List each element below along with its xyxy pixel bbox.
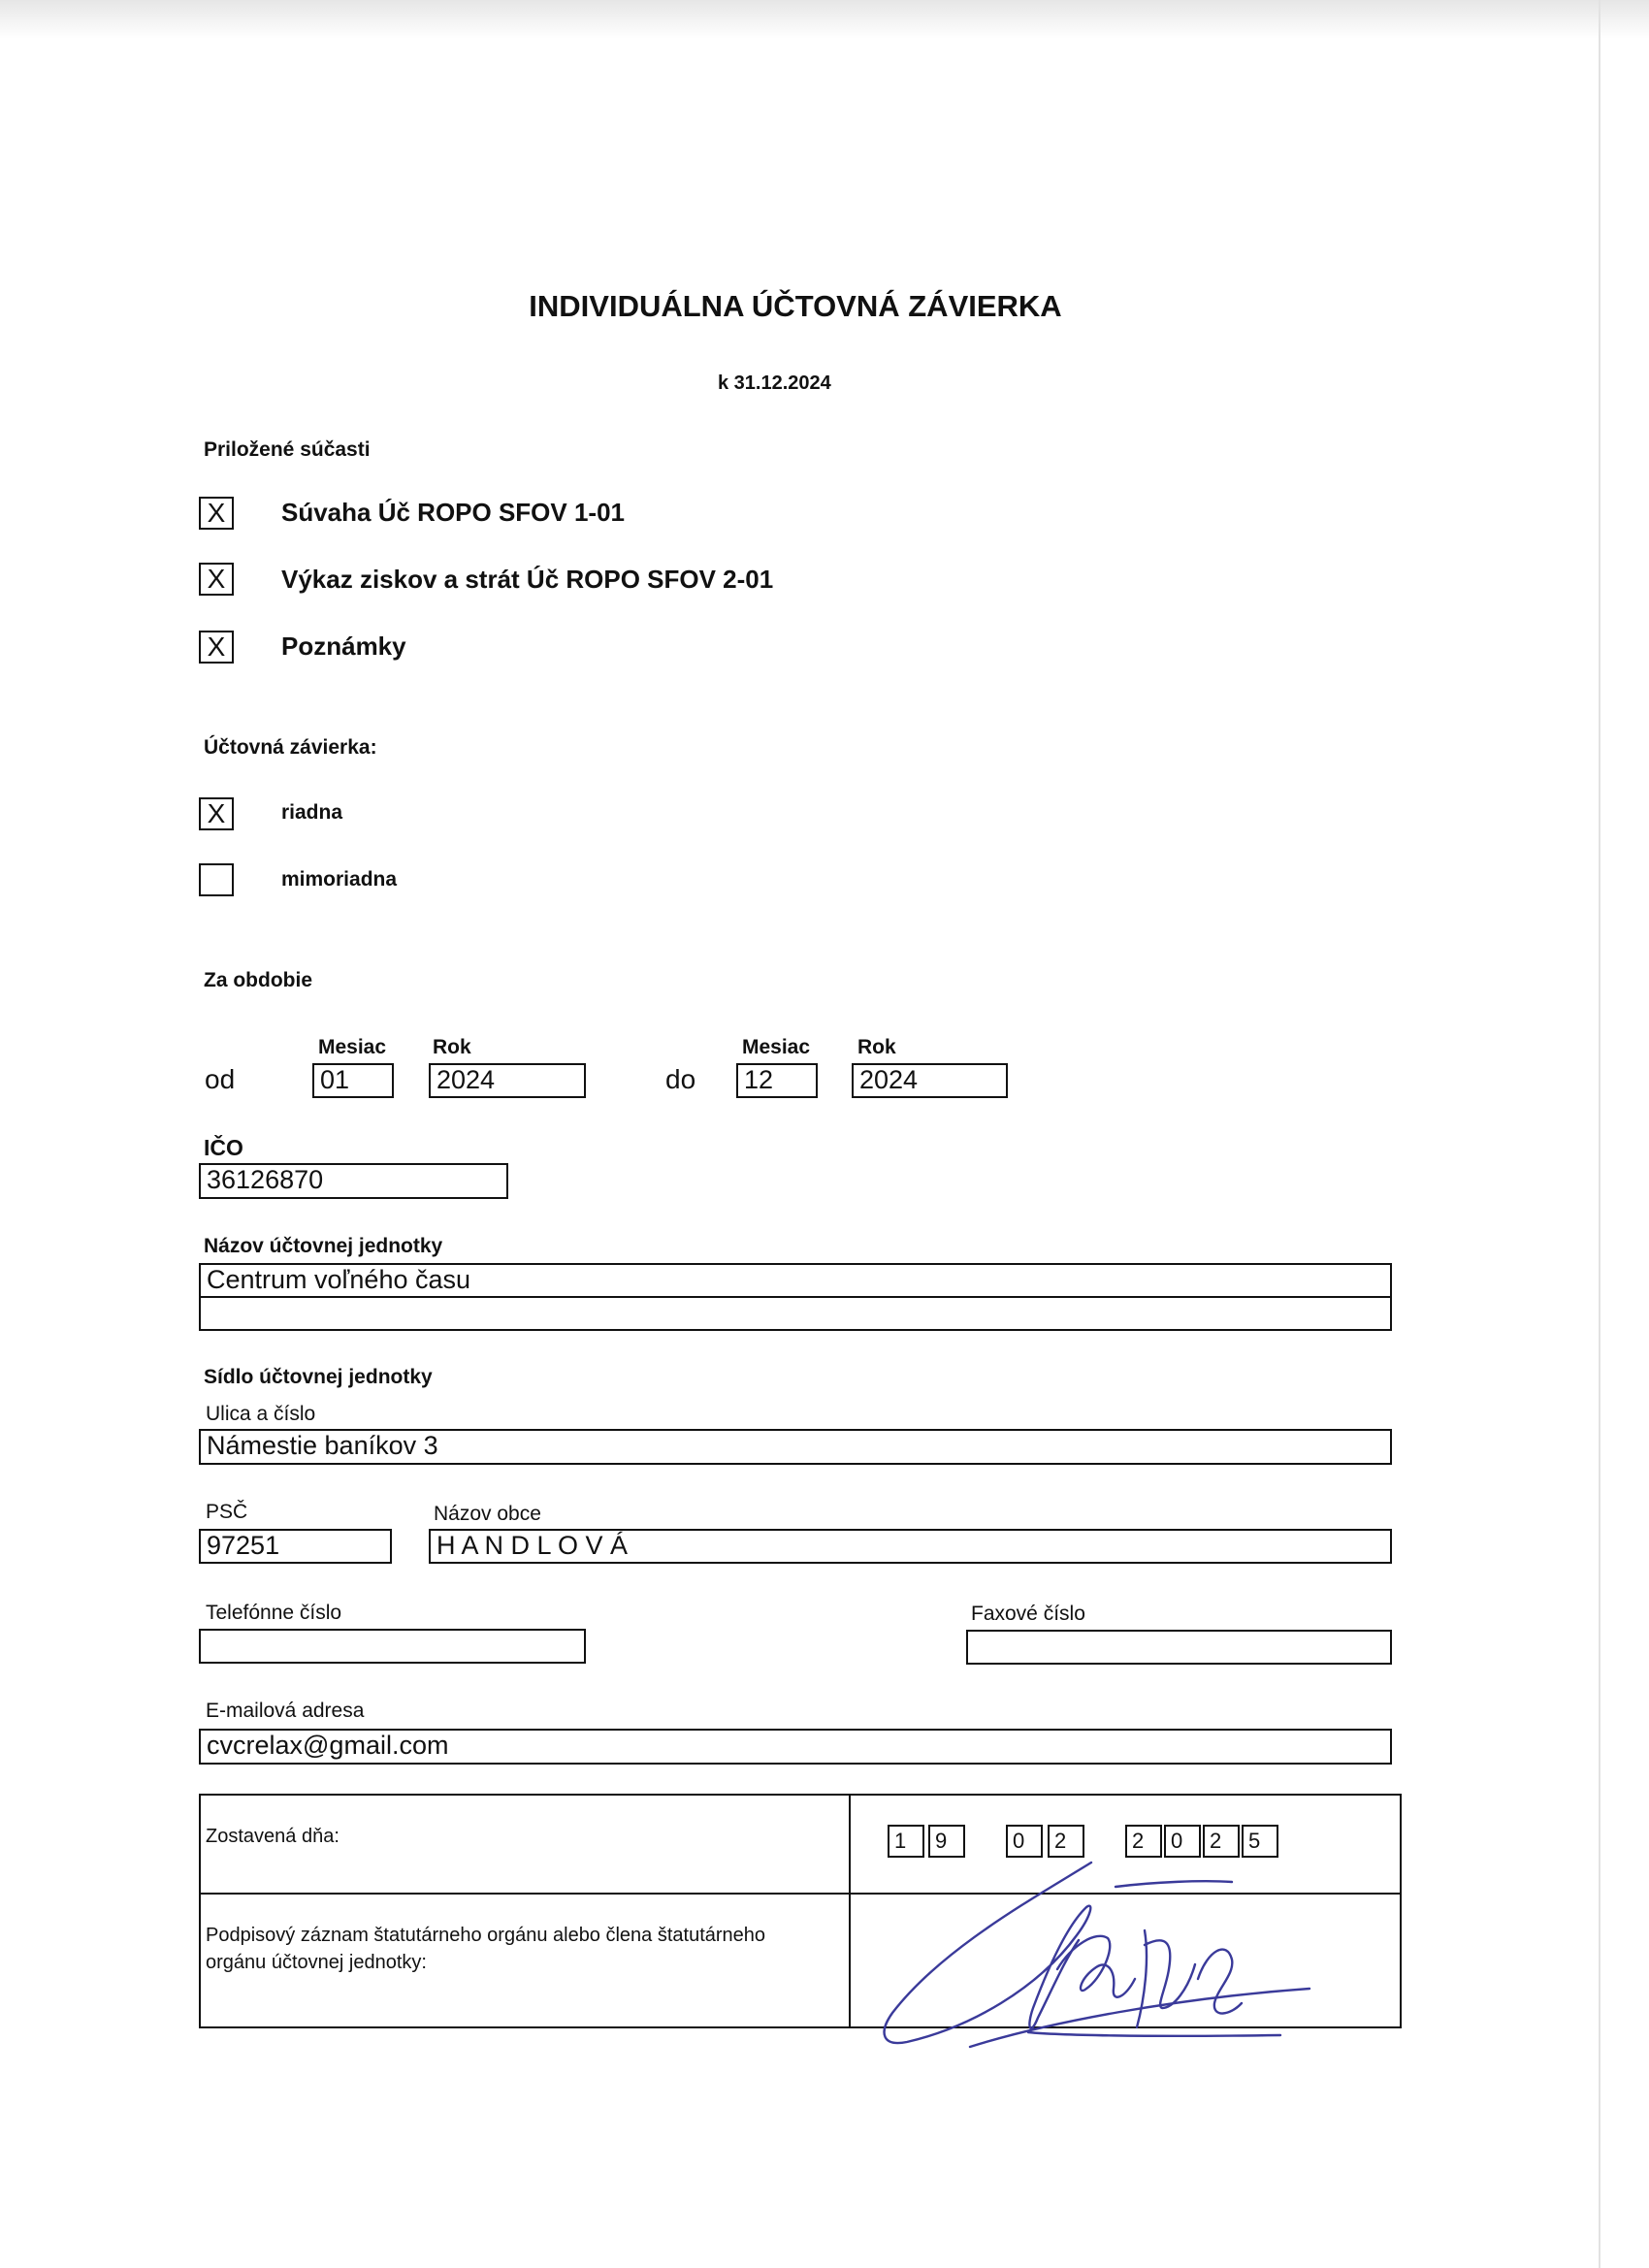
- compiled-label: Zostavená dňa:: [206, 1826, 340, 1847]
- date-digit-4[interactable]: 2: [1048, 1825, 1084, 1858]
- attachments-heading: Priložené súčasti: [204, 438, 371, 461]
- document-title: INDIVIDUÁLNA ÚČTOVNÁ ZÁVIERKA: [529, 289, 1062, 323]
- scan-edge: [1599, 0, 1600, 2268]
- closing-extraordinary-label: mimoriadna: [281, 868, 398, 891]
- signature-label-line2: orgánu účtovnej jednotky:: [206, 1952, 427, 1973]
- entity-name-line2[interactable]: [199, 1296, 1392, 1331]
- attachment-label-2: Výkaz ziskov a strát Úč ROPO SFOV 2-01: [281, 565, 774, 594]
- scan-shadow: [0, 0, 1649, 39]
- email-field[interactable]: cvcrelax@gmail.com: [199, 1729, 1392, 1765]
- attachment-checkbox-3[interactable]: X: [199, 631, 234, 664]
- date-digit-5[interactable]: 2: [1125, 1825, 1162, 1858]
- date-digit-6[interactable]: 0: [1164, 1825, 1201, 1858]
- date-digit-2[interactable]: 9: [928, 1825, 965, 1858]
- from-year-label: Rok: [433, 1036, 471, 1058]
- fax-label: Faxové číslo: [971, 1603, 1085, 1625]
- psc-field[interactable]: 97251: [199, 1529, 392, 1564]
- period-heading: Za obdobie: [204, 969, 312, 991]
- from-month-field[interactable]: 01: [312, 1063, 394, 1098]
- signoff-divider-vertical: [849, 1794, 851, 2028]
- attachment-checkbox-1[interactable]: X: [199, 497, 234, 530]
- as-of-date: k 31.12.2024: [718, 373, 831, 394]
- attachment-label-1: Súvaha Úč ROPO SFOV 1-01: [281, 498, 626, 527]
- ico-field[interactable]: 36126870: [199, 1163, 508, 1199]
- fax-field[interactable]: [966, 1630, 1392, 1665]
- phone-label: Telefónne číslo: [206, 1602, 342, 1624]
- city-label: Názov obce: [434, 1503, 541, 1525]
- date-digit-3[interactable]: 0: [1006, 1825, 1043, 1858]
- attachment-label-3: Poznámky: [281, 632, 406, 661]
- email-label: E-mailová adresa: [206, 1700, 365, 1722]
- address-heading: Sídlo účtovnej jednotky: [204, 1366, 433, 1388]
- from-month-label: Mesiac: [318, 1036, 387, 1058]
- closing-regular-label: riadna: [281, 801, 343, 824]
- closing-type-heading: Účtovná závierka:: [204, 736, 377, 759]
- closing-regular-checkbox[interactable]: X: [199, 797, 234, 830]
- from-label: od: [205, 1064, 236, 1094]
- to-month-field[interactable]: 12: [736, 1063, 818, 1098]
- phone-field[interactable]: [199, 1629, 586, 1664]
- from-year-field[interactable]: 2024: [429, 1063, 586, 1098]
- signature-image: [854, 1843, 1397, 2057]
- city-field[interactable]: H A N D L O V Á: [429, 1529, 1392, 1564]
- entity-name-label: Názov účtovnej jednotky: [204, 1235, 443, 1257]
- to-label: do: [665, 1064, 696, 1094]
- date-digit-1[interactable]: 1: [888, 1825, 924, 1858]
- attachment-checkbox-2[interactable]: X: [199, 563, 234, 596]
- ico-label: IČO: [204, 1135, 243, 1160]
- street-field[interactable]: Námestie baníkov 3: [199, 1429, 1392, 1465]
- to-year-label: Rok: [857, 1036, 896, 1058]
- to-year-field[interactable]: 2024: [852, 1063, 1008, 1098]
- signature-label-line1: Podpisový záznam štatutárneho orgánu alebo člena štatutárneho: [206, 1925, 766, 1946]
- street-label: Ulica a číslo: [206, 1403, 316, 1425]
- to-month-label: Mesiac: [742, 1036, 811, 1058]
- psc-label: PSČ: [206, 1501, 248, 1523]
- closing-extraordinary-checkbox[interactable]: [199, 863, 234, 896]
- date-digit-7[interactable]: 2: [1203, 1825, 1240, 1858]
- entity-name-line1[interactable]: Centrum voľného času: [199, 1263, 1392, 1298]
- date-digit-8[interactable]: 5: [1242, 1825, 1278, 1858]
